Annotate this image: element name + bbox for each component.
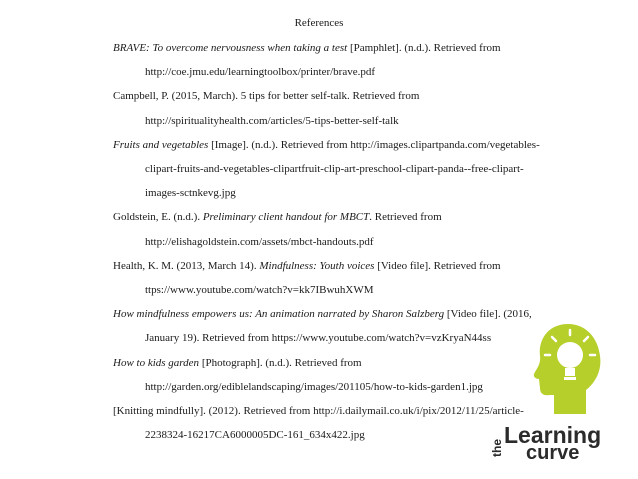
reference-continuation: clipart-fruits-and-vegetables-clipartfruit-clip-art-preschool-clipart-panda--free-clipart-	[145, 163, 524, 175]
reference-entry	[113, 90, 419, 103]
reference-continuation: http://spiritualityhealth.com/articles/5-tips-better-self-talk	[145, 114, 399, 127]
reference-segment: How to kids garden	[113, 356, 200, 369]
reference-segment: Preliminary client handout for MBCT	[202, 211, 370, 224]
reference-segment: [Video file]. (2016,	[444, 308, 532, 321]
reference-segment: Health, K. M. (2013, March 14).	[113, 259, 260, 272]
reference-continuation: images-sctnkevg.jpg	[145, 187, 236, 200]
reference-segment: [Knitting mindfully]. (2012). Retrieved from http://i.dailymail.co.uk/i/pix/2012/11/25/article-	[113, 405, 524, 417]
logo-line2: curve	[526, 442, 580, 464]
reference-entry	[113, 260, 501, 273]
reference-continuation: ttps://www.youtube.com/watch?v=kk7IBwuhXWM	[145, 284, 374, 296]
reference-entry	[113, 405, 524, 418]
reference-entry	[113, 211, 442, 224]
reference-continuation: http://coe.jmu.edu/learningtoolbox/printer/brave.pdf	[145, 66, 376, 79]
reference-entry	[113, 42, 501, 55]
reference-entry	[113, 357, 362, 370]
reference-entry	[113, 308, 532, 321]
reference-segment: How mindfulness empowers us: An animation narrated by Sharon Salzberg	[113, 308, 445, 321]
reference-segment: [Image]. (n.d.). Retrieved from http://images.clipartpanda.com/vegetables-	[208, 138, 540, 151]
reference-segment: . Retrieved from	[369, 211, 442, 224]
logo-the: the	[490, 439, 504, 457]
reference-continuation: http://elishagoldstein.com/assets/mbct-handouts.pdf	[145, 235, 374, 248]
reference-segment: [Video file]. Retrieved from	[374, 259, 501, 272]
reference-segment: Fruits and vegetables	[113, 138, 209, 151]
head-lightbulb-icon	[528, 322, 608, 422]
reference-entry	[113, 139, 540, 152]
reference-segment: BRAVE: To overcome nervousness when taking a test	[113, 42, 348, 54]
reference-segment: [Pamphlet]. (n.d.). Retrieved from	[347, 42, 501, 54]
learning-curve-logo	[488, 322, 628, 462]
reference-continuation: 2238324-16217CA6000005DC-161_634x422.jpg	[145, 429, 365, 442]
logo-line1: Learning	[504, 422, 602, 448]
reference-continuation: http://garden.org/ediblelandscaping/images/201105/how-to-kids-garden1.jpg	[145, 380, 483, 393]
reference-continuation: January 19). Retrieved from https://www.youtube.com/watch?v=vzKryaN44ss	[145, 332, 492, 345]
reference-segment: [Photograph]. (n.d.). Retrieved from	[199, 356, 362, 369]
reference-segment: Campbell, P. (2015, March). 5 tips for better self-talk. Retrieved from	[113, 90, 420, 103]
reference-segment: Mindfulness: Youth voices	[259, 259, 375, 272]
reference-segment: Goldstein, E. (n.d.).	[113, 211, 203, 224]
page-title: References	[294, 17, 344, 29]
